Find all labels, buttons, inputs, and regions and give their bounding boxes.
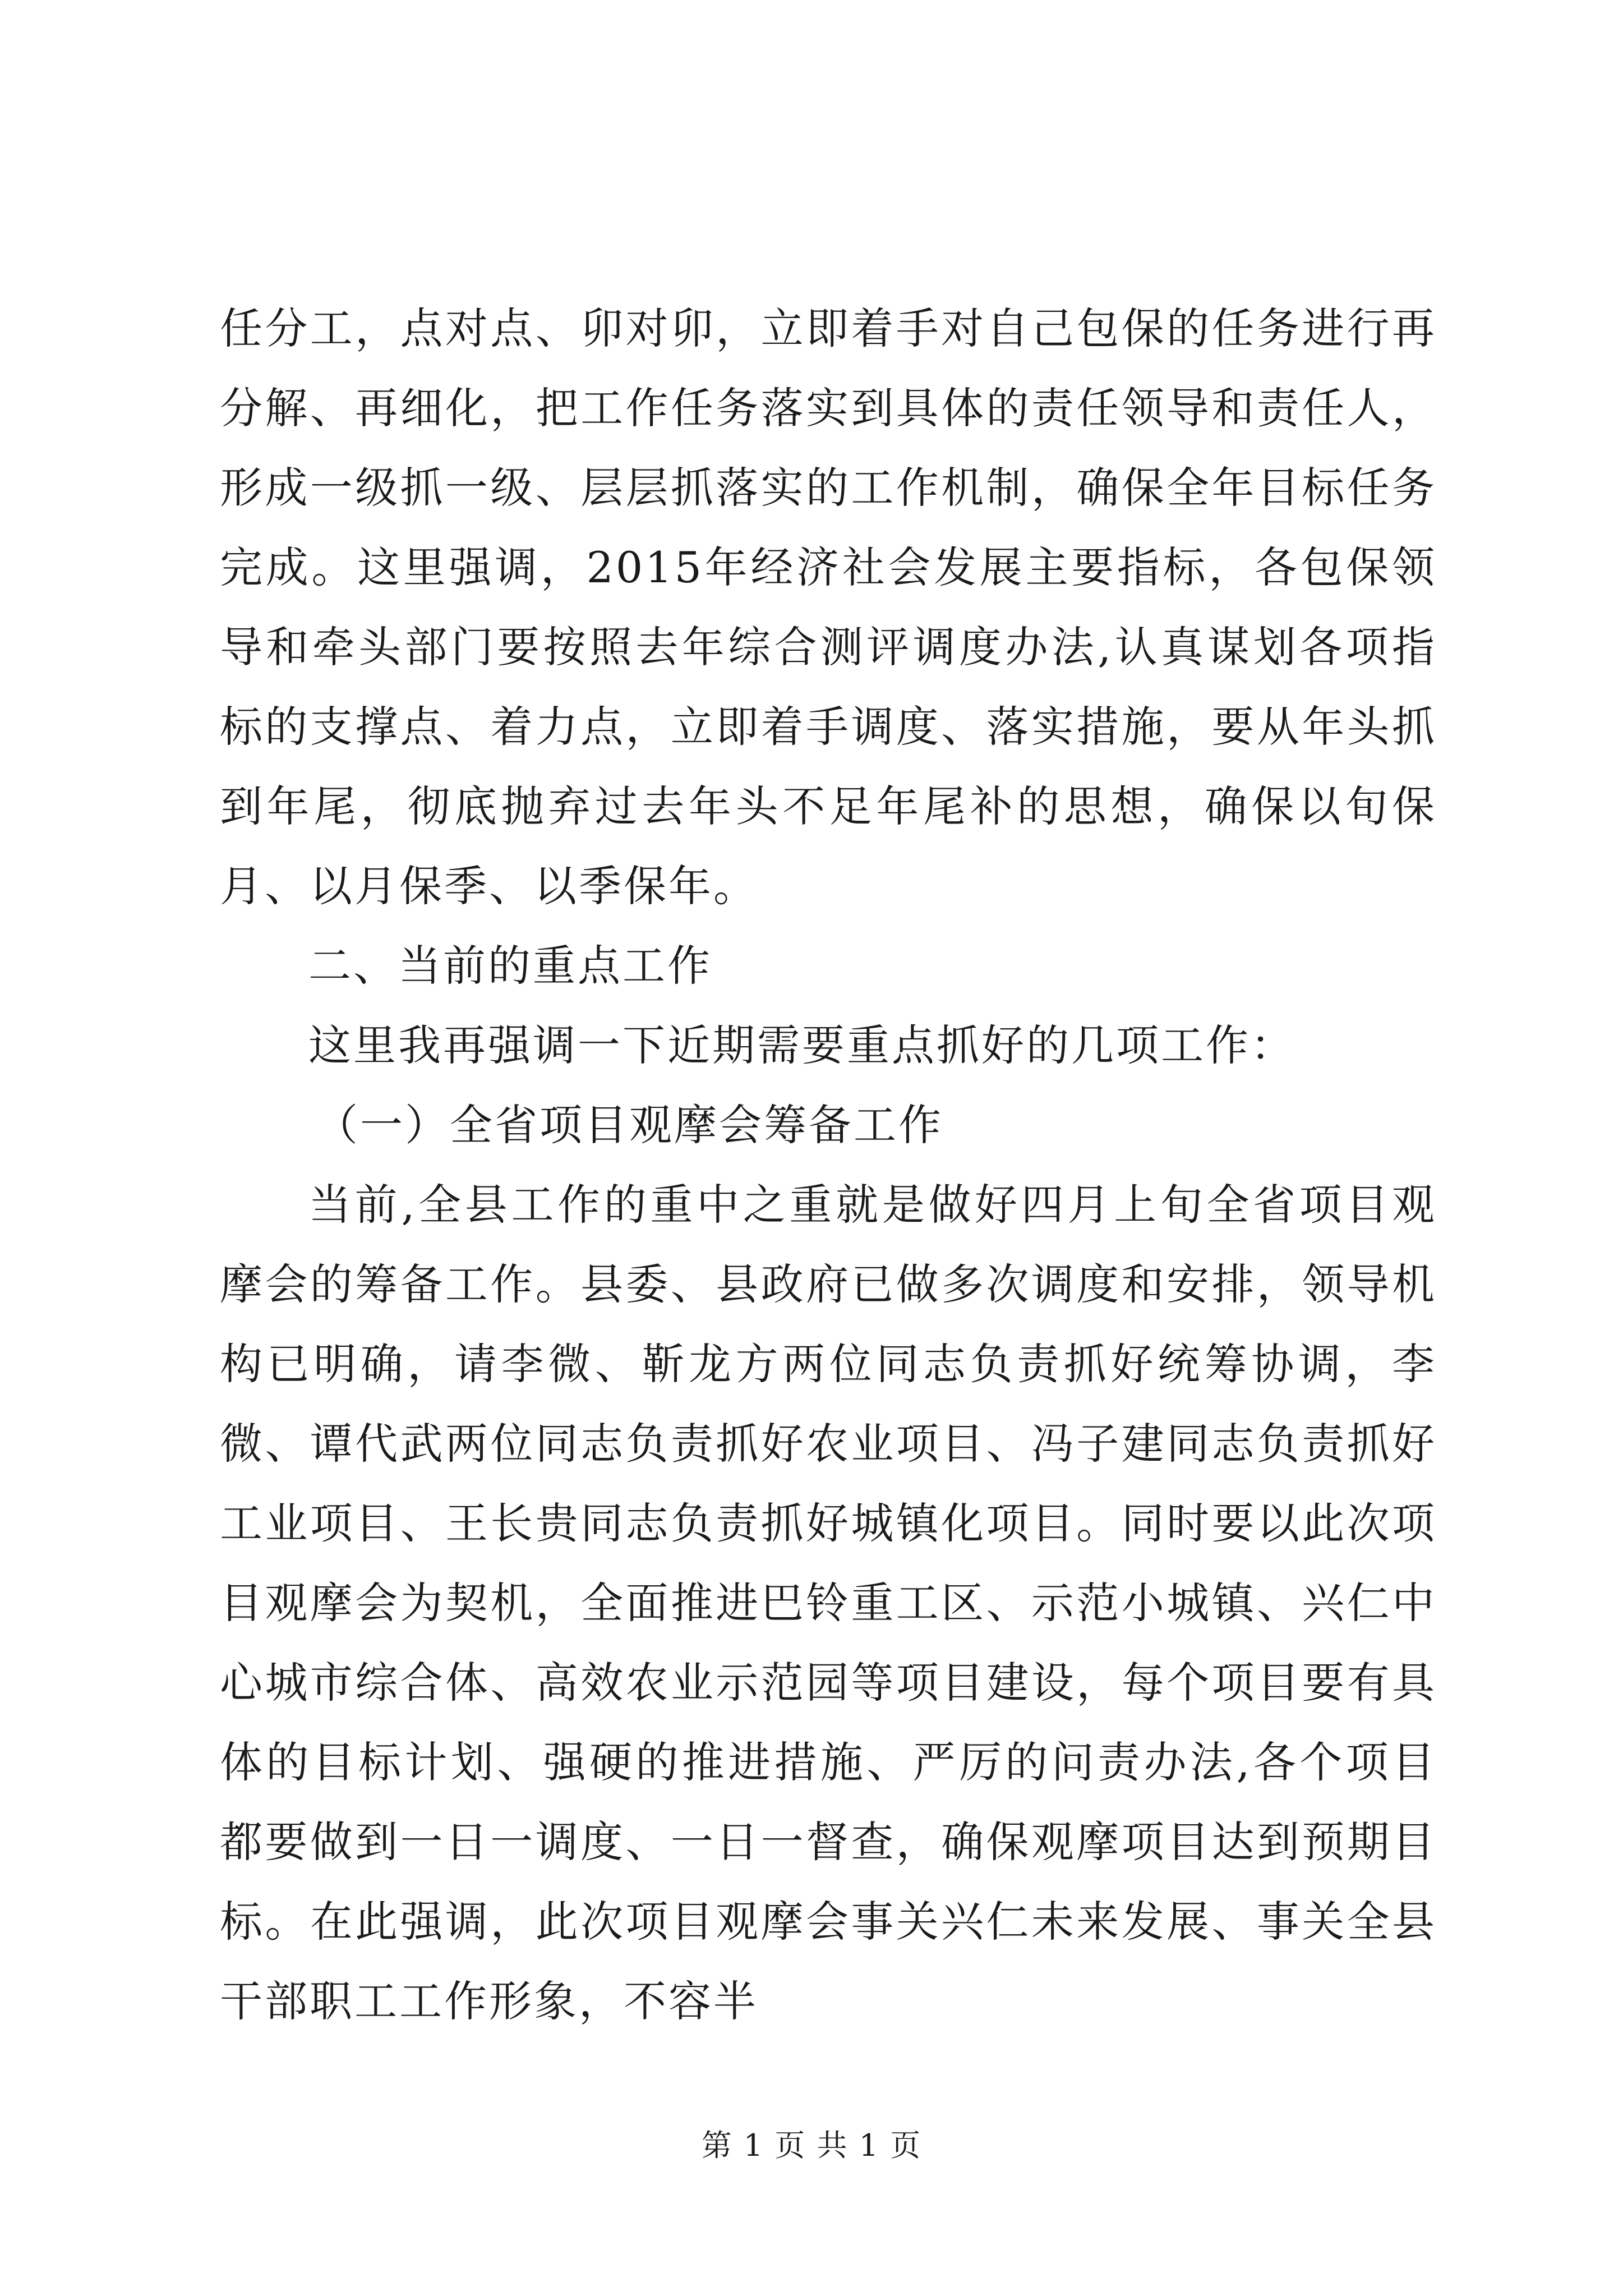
paragraph-intro: 这里我再强调一下近期需要重点抓好的几项工作： [308, 1020, 1295, 1070]
subsection-heading: （一）全省项目观摩会筹备工作 [315, 1100, 943, 1150]
paragraph-body: 当前,全县工作的重中之重就是做好四月上旬全省项目观摩会的筹备工作。县委、县政府已做多次调度和安排，领导机构已明确，请李微、靳龙方两位同志负责抓好统筹协调，李微、谭代武两位同志负责抓好农业项目、冯子建同志负责抓好工业项目、王长贵同志负责抓好城镇化项目。同时要以此次项目观摩会为契机，全面推进巴铃重工区、示范小城镇、兴仁中心城市综合体、高效农业示范园等项目建设，每个项目要有具体的目标计划、强硬的推进措施、严厉的问责办法,各个项目都要做到一日一调度、一日一督查，确保观摩项目达到预期目标。在此强调，此次项目观摩会事关兴仁未来发展、事关全县干部职工工作形象，不容半 [220, 1180, 1437, 2026]
page-footer: 第 1 页 共 1 页 [701, 2128, 922, 2163]
document-body [220, 289, 1437, 2041]
section-heading: 二、当前的重点工作 [308, 941, 712, 991]
paragraph-continuation: 任分工，点对点、卯对卯，立即着手对自己包保的任务进行再分解、再细化，把工作任务落实到具体的责任领导和责任人，形成一级抓一级、层层抓落实的工作机制，确保全年目标任务完成。这里强调，2015年经济社会发展主要指标，各包保领导和牵头部门要按照去年综合测评调度办法,认真谋划各项指标的支撑点、着力点，立即着手调度、落实措施，要从年头抓到年尾，彻底抛弃过去年头不足年尾补的思想，确保以旬保月、以月保季、以季保年。 [220, 303, 1437, 911]
